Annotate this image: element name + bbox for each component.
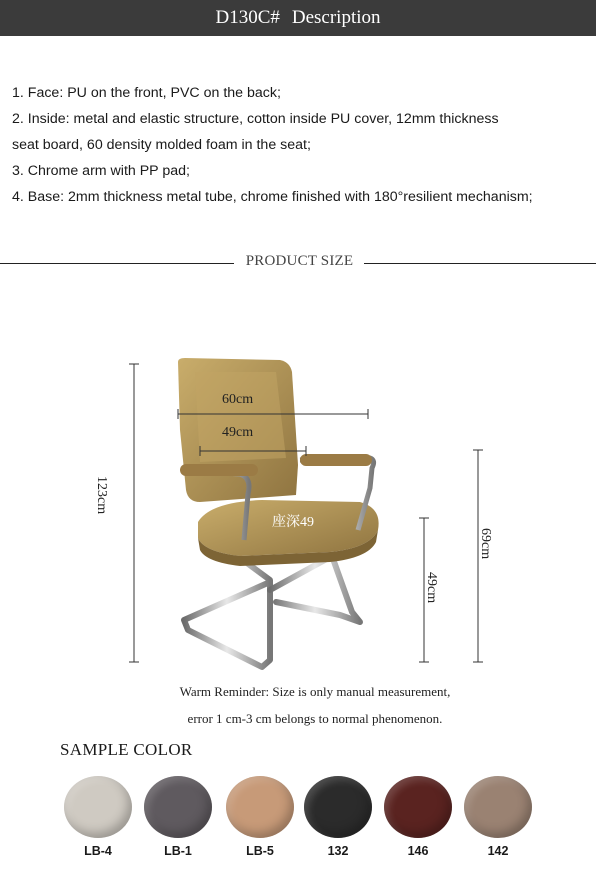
color-swatch-132[interactable] bbox=[304, 776, 372, 838]
product-size-title: PRODUCT SIZE bbox=[245, 253, 354, 269]
width-inner-label: 49cm bbox=[222, 425, 254, 440]
spec-line: 4. Base: 2mm thickness metal tube, chrome finished with 180°resilient mechanism; bbox=[12, 189, 533, 205]
right-arm-pad bbox=[300, 454, 372, 466]
spec-line: 3. Chrome arm with PP pad; bbox=[12, 163, 190, 179]
spec-line: seat board, 60 density molded foam in the seat; bbox=[12, 137, 311, 153]
color-swatch-146[interactable] bbox=[384, 776, 452, 838]
width-outer-label: 60cm bbox=[222, 392, 254, 407]
seat-depth-label: 座深49 bbox=[272, 515, 314, 530]
swatch-label: 132 bbox=[327, 844, 349, 858]
spec-line: 2. Inside: metal and elastic structure, cotton inside PU cover, 12mm thickness bbox=[12, 111, 499, 127]
chair-back-panel bbox=[195, 372, 286, 462]
color-swatch-lb-4[interactable] bbox=[64, 776, 132, 838]
color-swatch-lb-1[interactable] bbox=[144, 776, 212, 838]
divider-right bbox=[364, 263, 596, 264]
seat-height-label: 49cm bbox=[424, 572, 439, 604]
swatch-label: LB-1 bbox=[164, 844, 192, 858]
swatch-label: LB-4 bbox=[84, 844, 112, 858]
arm-height-label: 69cm bbox=[478, 528, 493, 560]
swatch-label: 146 bbox=[407, 844, 429, 858]
reminder-line: error 1 cm-3 cm belongs to normal phenomenon. bbox=[187, 711, 443, 726]
header-title: Description bbox=[291, 7, 381, 28]
spec-line: 1. Face: PU on the front, PVC on the back; bbox=[12, 85, 281, 101]
chair-base bbox=[184, 552, 360, 667]
color-swatch-lb-5[interactable] bbox=[226, 776, 294, 838]
height-total-label: 123cm bbox=[94, 476, 109, 515]
warm-reminder bbox=[0, 678, 596, 732]
page-header bbox=[0, 0, 596, 36]
color-swatch-142[interactable] bbox=[464, 776, 532, 838]
left-arm-pad bbox=[180, 464, 258, 476]
spec-list bbox=[12, 80, 596, 210]
model-number: D130C# bbox=[215, 7, 280, 28]
swatch-label: LB-5 bbox=[246, 844, 274, 858]
chair-dimension-diagram bbox=[0, 290, 596, 675]
sample-color-title: SAMPLE COLOR bbox=[60, 740, 193, 759]
divider-left bbox=[0, 263, 234, 264]
swatch-label: 142 bbox=[487, 844, 509, 858]
reminder-line: Warm Reminder: Size is only manual measurement, bbox=[179, 684, 451, 699]
